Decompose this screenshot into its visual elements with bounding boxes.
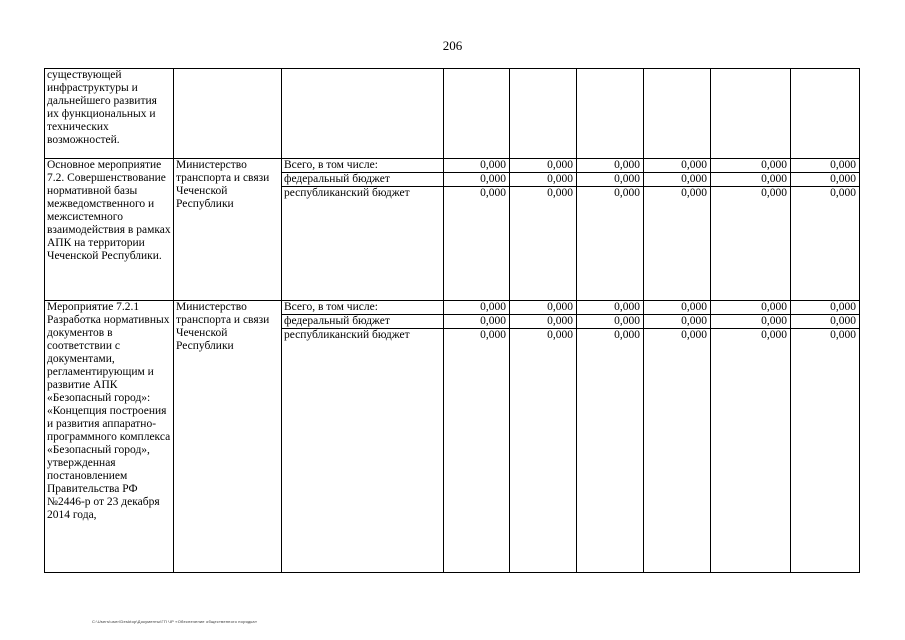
budget-table [44,68,860,573]
value: 0,000 [510,159,576,173]
executor-cell: Министерство транспорта и связи Чеченской Республики [174,301,282,573]
value-cell [791,159,860,301]
executor-cell [174,69,282,159]
document-footer-path: C:\Users\user\Desktop\Документы\ГП ЧР «Обеспечение общественного порядка» [92,619,258,624]
value-cell [510,69,577,159]
value: 0,000 [681,187,707,199]
source-cell [282,159,444,301]
value: 0,000 [644,173,710,187]
table-row [45,69,860,159]
value: 0,000 [480,187,506,199]
value: 0,000 [614,187,640,199]
value-cell [510,159,577,301]
executor-cell: Министерство транспорта и связи Чеченской Республики [174,159,282,301]
table-row [45,301,860,573]
value: 0,000 [510,315,576,329]
measure-cell: Мероприятие 7.2.1 Разработка нормативных документов в соответствии с документами, регламентирующим и развитие АПК «Безопасный город»: «Концепция построения и развития аппаратно-программного комплекса «Безопасный город», утвержденная постановлением Правительства РФ №2446-р от 23 декабря 2014 года, [45,301,174,573]
value: 0,000 [444,315,509,329]
source-cell [282,69,444,159]
value-cell [577,69,644,159]
value-cell [577,301,644,573]
value: 0,000 [711,315,790,329]
source-republican: республиканский бюджет [284,187,410,199]
measure-cell: Основное мероприятие 7.2. Совершенствование нормативной базы межведомственного и межсистемного взаимодействия в рамках АПК на территории Чеченской Республики. [45,159,174,301]
value: 0,000 [510,301,576,315]
value: 0,000 [791,173,859,187]
source-total: Всего, в том числе: [282,301,443,315]
value: 0,000 [444,173,509,187]
value: 0,000 [577,315,643,329]
value: 0,000 [791,159,859,173]
value: 0,000 [711,159,790,173]
value-cell [444,159,510,301]
value: 0,000 [761,329,787,341]
value: 0,000 [547,329,573,341]
value: 0,000 [681,329,707,341]
value: 0,000 [444,301,509,315]
value: 0,000 [547,187,573,199]
value-cell [711,69,791,159]
value-cell [644,159,711,301]
value: 0,000 [644,159,710,173]
value-cell [444,69,510,159]
value-cell [711,159,791,301]
value-cell [644,69,711,159]
value: 0,000 [830,329,856,341]
value-cell [510,301,577,573]
value-cell [791,301,860,573]
value: 0,000 [614,329,640,341]
value: 0,000 [711,173,790,187]
value: 0,000 [791,301,859,315]
value-cell [711,301,791,573]
value-cell [577,159,644,301]
value-cell [444,301,510,573]
source-cell [282,301,444,573]
value: 0,000 [711,301,790,315]
value: 0,000 [644,301,710,315]
value: 0,000 [644,315,710,329]
source-republican: республиканский бюджет [284,329,410,341]
measure-cell: существующей инфраструктуры и дальнейшего развития их функциональных и технических возможностей. [45,69,174,159]
value: 0,000 [480,329,506,341]
value: 0,000 [761,187,787,199]
value: 0,000 [577,301,643,315]
value: 0,000 [510,173,576,187]
source-federal: федеральный бюджет [282,315,443,329]
value-cell [644,301,711,573]
value: 0,000 [791,315,859,329]
source-federal: федеральный бюджет [282,173,443,187]
value: 0,000 [577,173,643,187]
page-number: 206 [442,38,463,53]
value: 0,000 [830,187,856,199]
value: 0,000 [444,159,509,173]
source-total: Всего, в том числе: [282,159,443,173]
table-row [45,159,860,301]
value-cell [791,69,860,159]
value: 0,000 [577,159,643,173]
